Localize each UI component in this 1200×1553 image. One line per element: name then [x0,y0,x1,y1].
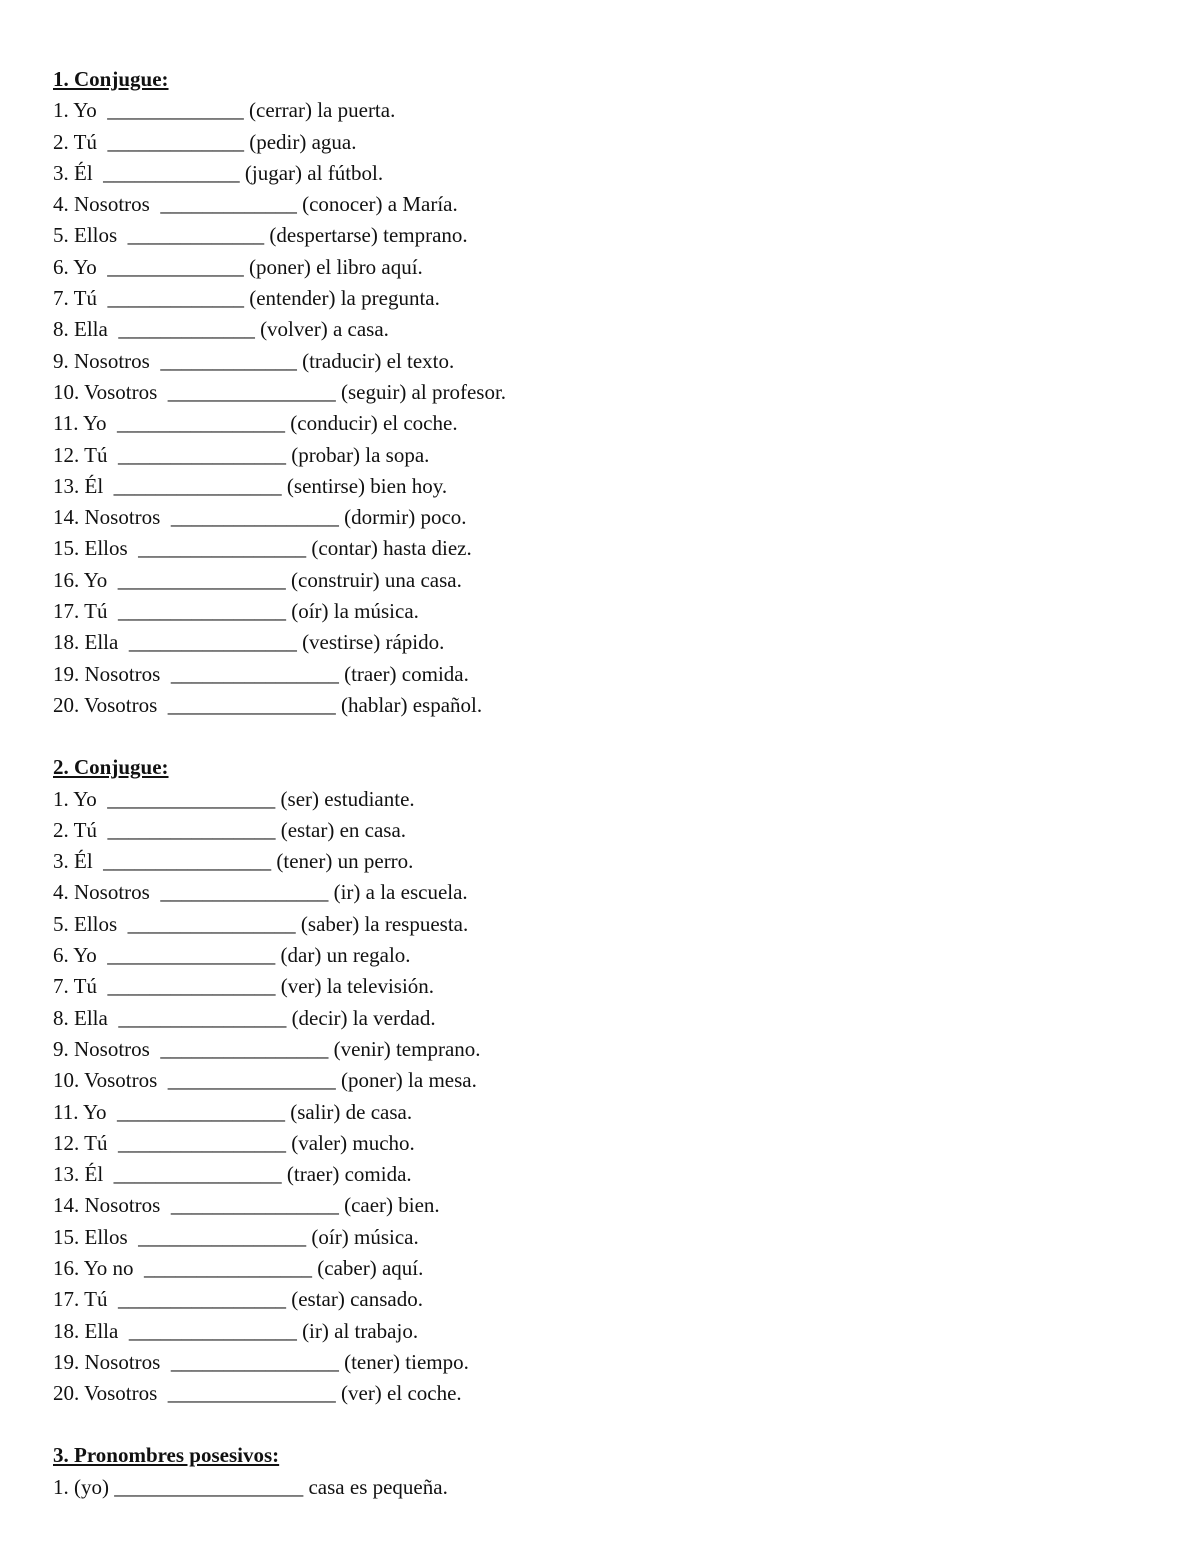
exercise-3-1: 1. (yo) __________________ casa es pequeña. [53,1474,448,1499]
section-2-heading: 2. Conjugue: [53,755,169,780]
exercise-1-2: 2. Tú _____________ (pedir) agua. [53,129,357,154]
exercise-2-9: 9. Nosotros ________________ (venir) temprano. [53,1036,481,1061]
exercise-1-15: 15. Ellos ________________ (contar) hasta diez. [53,536,472,561]
exercise-2-16: 16. Yo no ________________ (caber) aquí. [53,1255,424,1280]
worksheet-page [53,64,1153,1503]
exercise-2-7: 7. Tú ________________ (ver) la televisión. [53,974,435,999]
exercise-2-20: 20. Vosotros ________________ (ver) el coche. [53,1381,462,1406]
exercise-2-19: 19. Nosotros ________________ (tener) tiempo. [53,1349,469,1374]
exercise-1-20: 20. Vosotros ________________ (hablar) español. [53,692,483,717]
exercise-2-5: 5. Ellos ________________ (saber) la respuesta. [53,911,469,936]
exercise-1-3: 3. Él _____________ (jugar) al fútbol. [53,160,384,185]
section-1-conjugue [53,64,1153,721]
exercise-1-9: 9. Nosotros _____________ (traducir) el texto. [53,348,455,373]
section-3-pronombres-posesivos [53,1440,1153,1503]
exercise-2-15: 15. Ellos ________________ (oír) música. [53,1224,419,1249]
exercise-2-10: 10. Vosotros ________________ (poner) la mesa. [53,1068,477,1093]
exercise-1-17: 17. Tú ________________ (oír) la música. [53,599,419,624]
section-1-heading: 1. Conjugue: [53,67,169,91]
exercise-1-14: 14. Nosotros ________________ (dormir) poco. [53,505,467,530]
exercise-1-7: 7. Tú _____________ (entender) la pregunta. [53,286,440,311]
exercise-1-11: 11. Yo ________________ (conducir) el coche. [53,411,458,436]
exercise-2-3: 3. Él ________________ (tener) un perro. [53,849,414,874]
section-3-heading: 3. Pronombres posesivos: [53,1443,280,1468]
exercise-2-1: 1. Yo ________________ (ser) estudiante. [53,786,415,811]
exercise-1-1: 1. Yo _____________ (cerrar) la puerta. [53,98,396,123]
exercise-1-18: 18. Ella ________________ (vestirse) rápido. [53,630,445,655]
exercise-2-8: 8. Ella ________________ (decir) la verdad. [53,1005,436,1030]
exercise-1-4: 4. Nosotros _____________ (conocer) a María. [53,192,458,217]
exercise-1-13: 13. Él ________________ (sentirse) bien hoy. [53,473,448,498]
exercise-2-4: 4. Nosotros ________________ (ir) a la escuela. [53,880,468,905]
section-2-conjugue [53,752,1153,1409]
exercise-1-8: 8. Ella _____________ (volver) a casa. [53,317,389,342]
exercise-2-18: 18. Ella ________________ (ir) al trabajo. [53,1318,419,1343]
exercise-2-6: 6. Yo ________________ (dar) un regalo. [53,943,411,968]
exercise-2-13: 13. Él ________________ (traer) comida. [53,1162,412,1187]
exercise-2-11: 11. Yo ________________ (salir) de casa. [53,1099,413,1124]
exercise-2-17: 17. Tú ________________ (estar) cansado. [53,1287,423,1312]
exercise-1-16: 16. Yo ________________ (construir) una casa. [53,567,462,592]
exercise-1-10: 10. Vosotros ________________ (seguir) al profesor. [53,379,507,404]
exercise-1-6: 6. Yo _____________ (poner) el libro aquí. [53,254,423,279]
exercise-1-5: 5. Ellos _____________ (despertarse) temprano. [53,223,468,248]
exercise-2-14: 14. Nosotros ________________ (caer) bien. [53,1193,440,1218]
exercise-1-19: 19. Nosotros ________________ (traer) comida. [53,661,469,686]
exercise-1-12: 12. Tú ________________ (probar) la sopa. [53,442,430,467]
exercise-2-12: 12. Tú ________________ (valer) mucho. [53,1130,415,1155]
exercise-2-2: 2. Tú ________________ (estar) en casa. [53,817,407,842]
